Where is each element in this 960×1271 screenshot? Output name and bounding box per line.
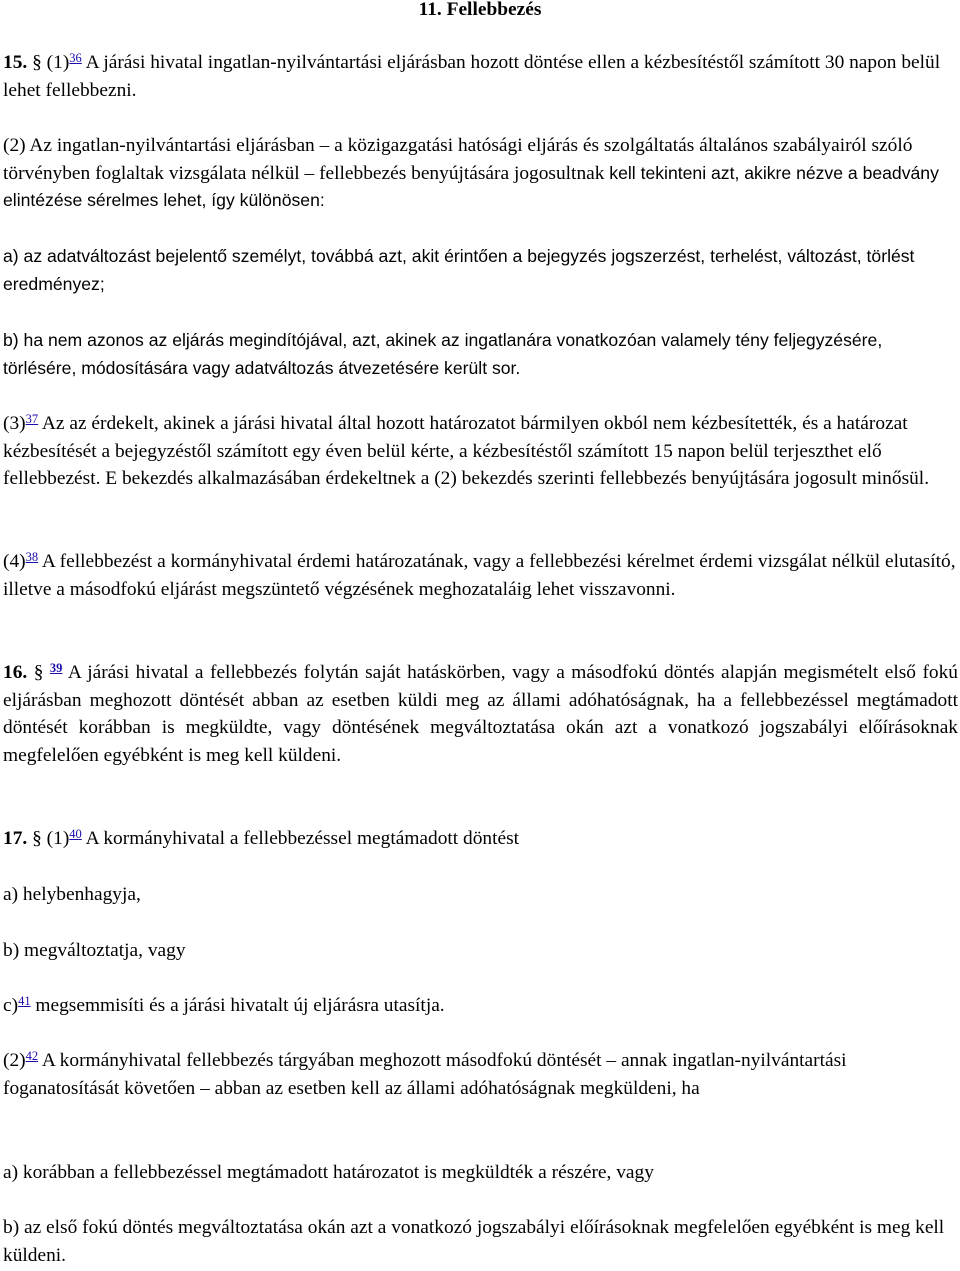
list-item-17-1-b: b) megváltoztatja, vagy	[3, 940, 186, 961]
subsection-label: (1)	[46, 52, 70, 73]
footnote-link-41[interactable]: 41	[18, 994, 31, 1008]
list-item-17-2-b: b) az első fokú döntés megváltoztatása okán azt a vonatkozó jogszabályi előírásoknak megfelelően egyébként is meg kell küldeni.	[3, 1217, 945, 1266]
paragraph-15-2	[3, 132, 958, 215]
paragraph-text: A járási hivatal ingatlan-nyilvántartási eljárásban hozott döntése ellen a kézbesítéstől számított 30 napon belül lehet fellebbezni.	[3, 52, 941, 101]
paragraph-text: A fellebbezést a kormányhivatal érdemi határozatának, vagy a fellebbezési kérelmet érdemi vizsgálat nélkül elutasító, illetve a másodfokú eljárást megszüntető végzésének meghozataláig lehet visszavonni.	[3, 551, 956, 600]
section-number-17: 17.	[3, 828, 28, 849]
paragraph-15-3	[3, 410, 958, 493]
list-item-text: megsemmisíti és a járási hivatalt új eljárásra utasítja.	[30, 995, 445, 1016]
section-sign-icon: §	[33, 662, 44, 683]
list-item-15-2-b: b) ha nem azonos az eljárás megindítójával, azt, akinek az ingatlanára vonatkozóan valamely tény feljegyzésére, törlésére, módosítására vagy adatváltozás átvezetésére került sor.	[3, 330, 883, 378]
paragraph-text: Az az érdekelt, akinek a járási hivatal által hozott határozatot bármilyen okból nem kézbesítették, és a határozat kézbesítését a bejegyzéstől számított egy éven belül kérte, a kézbesítéstől számított 15 napon belül terjeszthet elő fellebbezést. E bekezdés alkalmazásában érdekeltnek a (2) bekezdés szerinti fellebbezés benyújtására jogosult minősül.	[3, 413, 930, 489]
paragraph-text: (2) Az ingatlan-nyilvántartási eljárásban – a közigazgatási hatósági eljárás és szolgáltatás általános szabályairól szóló törvényben foglaltak vizsgálata nélkül – fellebbezés benyújtására jogosultnak	[3, 135, 913, 184]
footnote-link-40[interactable]: 40	[69, 827, 82, 841]
list-item-15-2-a: a) az adatváltozást bejelentő személyt, továbbá azt, akit érintően a bejegyzés jogszerzést, terhelést, változást, törlést eredményez;	[3, 246, 915, 294]
list-item-17-1-c	[3, 992, 958, 1020]
footnote-link-36[interactable]: 36	[69, 51, 82, 65]
section-sign-icon: §	[32, 828, 42, 849]
subsection-label: (2)	[3, 1050, 26, 1071]
footnote-link-42[interactable]: 42	[25, 1049, 39, 1063]
paragraph-15-1	[3, 49, 958, 104]
list-item-label: c)	[3, 995, 19, 1016]
paragraph-17-2	[3, 1047, 958, 1102]
paragraph-17-1	[3, 825, 958, 853]
subsection-label: (4)	[3, 551, 26, 572]
paragraph-text-continued: kell tekinteni azt, akikre nézve a beadvány elintézése sérelmes lehet, így különösen:	[3, 162, 939, 210]
section-heading: 11. Fellebbezés	[418, 0, 542, 20]
section-number-16: 16.	[3, 662, 28, 683]
footnote-link-39[interactable]: 39	[49, 661, 63, 675]
section-sign-icon: §	[32, 52, 42, 73]
subsection-label: (1)	[46, 828, 70, 849]
paragraph-text: A kormányhivatal a fellebbezéssel megtámadott döntést	[81, 828, 520, 849]
footnote-link-38[interactable]: 38	[25, 550, 39, 564]
paragraph-text: A járási hivatal a fellebbezés folytán saját hatáskörben, vagy a másodfokú döntés alapján megismételt első fokú eljárásban meghozott döntését abban az esetben küldi meg az állami adóhatóságnak, ha a fellebbezéssel megtámadott döntését korábban is megküldte, vagy döntésének megváltoztatása okán azt a vonatkozó jogszabályi előírásoknak megfelelően egyébként is meg kell küldeni.	[3, 662, 958, 766]
paragraph-16	[3, 659, 958, 769]
paragraph-15-4	[3, 548, 958, 603]
paragraph-text: A kormányhivatal fellebbezés tárgyában meghozott másodfokú döntését – annak ingatlan-nyilvántartási foganatosítását követően – abban az esetben kell az állami adóhatóságnak megküldeni, ha	[3, 1050, 847, 1099]
section-number-15: 15.	[3, 52, 28, 73]
subsection-label: (3)	[3, 413, 26, 434]
footnote-link-37[interactable]: 37	[25, 412, 39, 426]
list-item-17-1-a: a) helybenhagyja,	[3, 884, 141, 905]
list-item-17-2-a: a) korábban a fellebbezéssel megtámadott határozatot is megküldték a részére, vagy	[3, 1162, 654, 1183]
